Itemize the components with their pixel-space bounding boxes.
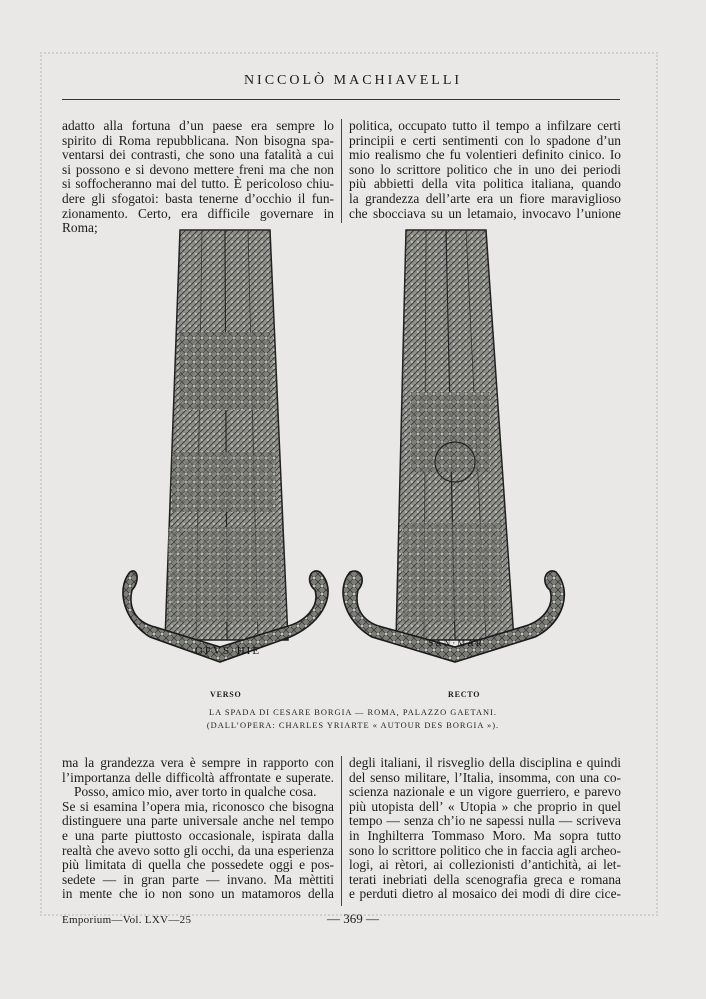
bottom-right-column	[349, 756, 621, 902]
sword-engraving	[110, 222, 590, 682]
text-line: sono lo scrittore politico che in faccia agli archeo-	[349, 842, 621, 858]
column-rule-top	[341, 119, 342, 223]
recto-blade	[343, 230, 564, 662]
text-line: si possono e si devono mettere freni ma che non	[62, 161, 334, 177]
text-line: logi, ai rètori, ai collezionisti d’antichità, ai let-	[349, 857, 621, 873]
running-header: NICCOLÒ MACHIAVELLI	[243, 73, 463, 88]
text-line: l’importanza delle difficoltà affrontate e superate.	[62, 769, 334, 785]
figure-label-recto: RECTO	[448, 690, 481, 699]
recto-inscription: SAN·MAR	[428, 638, 484, 648]
top-left-column	[62, 119, 334, 236]
text-line: più limitata di quella che possedete oggi e pos-	[62, 857, 334, 873]
text-line: e una parte piuttosto occasionale, ispirata dalla	[62, 827, 334, 843]
bottom-left-column	[62, 756, 334, 902]
verso-blade	[123, 230, 328, 662]
text-line: Posso, amico mio, aver torto in qualche cosa.	[74, 784, 317, 800]
text-line: sedete — in gran parte — invano. Ma mèttiti	[62, 871, 334, 887]
text-line: si soffocheranno mai del tutto. È pericoloso chiu-	[62, 176, 334, 192]
text-line: tempo — senza ch’io ne sapessi nulla — scriveva	[349, 813, 621, 829]
text-line: degli italiani, il risveglio della disciplina e quindi	[349, 755, 621, 770]
text-line: dere gli sfogatoi: basta tenerne d’occhio il fun-	[62, 190, 334, 206]
text-line: distinguere una parte universale anche nel tempo	[62, 813, 334, 829]
text-line: in mente che io non sono un matamoros della	[62, 886, 334, 902]
text-line: zionamento. Certo, era difficile governare in Roma;	[62, 205, 334, 236]
text-line: terati inebriati della scenografia greca e romana	[349, 871, 621, 887]
text-line: scienza nazionale e un vigore guerriero, e parevo	[349, 784, 621, 800]
text-line: politica, occupato tutto il tempo a infilzare certi	[349, 118, 621, 133]
text-line: Se si esamina l’opera mia, riconosco che bisogna	[62, 798, 334, 814]
text-line: del senso militare, l’Italia, insomma, con una co-	[349, 769, 621, 785]
text-line: principii e certi sentimenti con lo spadone d’un	[349, 132, 621, 148]
column-rule-bottom	[341, 756, 342, 906]
text-line: la grandezza dell’arte era un fiore maraviglioso	[349, 190, 621, 206]
sword-illustration	[110, 222, 590, 682]
text-line: sono lo scrittore politico che in uno dei periodi	[349, 161, 621, 177]
text-line: che sbocciava su un letamaio, invocavo l’unione	[349, 205, 621, 221]
text-line: spirito di Roma repubblicana. Non bisogna spa-	[62, 132, 334, 148]
text-line: più abbietti della vita politica italiana, quando	[349, 176, 621, 192]
text-line: ma la grandezza vera è sempre in rapporto con	[62, 755, 334, 770]
text-line: e perduti dietro al mosaico dei modi di dire cice-	[349, 886, 621, 902]
text-line: più utopista dell’ « Utopia » che proprio in quel	[349, 798, 621, 814]
text-line: ventarsi dei contrasti, che sono una fatalità a cui	[62, 147, 334, 163]
figure-caption-line2: (DALL’OPERA: CHARLES YRIARTE « AUTOUR DES BORGIA »).	[206, 721, 500, 730]
text-line: realtà che avevo sotto gli occhi, da una esperienza	[62, 842, 334, 858]
verso-inscription: OPVS·ΗΙΕ	[194, 645, 262, 657]
page-number: — 369 —	[327, 911, 379, 926]
top-right-column	[349, 119, 621, 221]
figure-label-verso: VERSO	[210, 690, 242, 699]
text-line: in Inghilterra Tommaso Moro. Ma sopra tutto	[349, 827, 621, 843]
text-line: adatto alla fortuna d’un paese era sempre lo	[62, 118, 334, 133]
footer-volume: Emporium—Vol. LXV—25	[62, 914, 192, 926]
figure-caption-line1: LA SPADA DI CESARE BORGIA — ROMA, PALAZZO GAETANI.	[209, 708, 497, 717]
header-rule	[62, 99, 620, 100]
text-line: mio realismo che fu volentieri definito cinico. Io	[349, 147, 621, 163]
